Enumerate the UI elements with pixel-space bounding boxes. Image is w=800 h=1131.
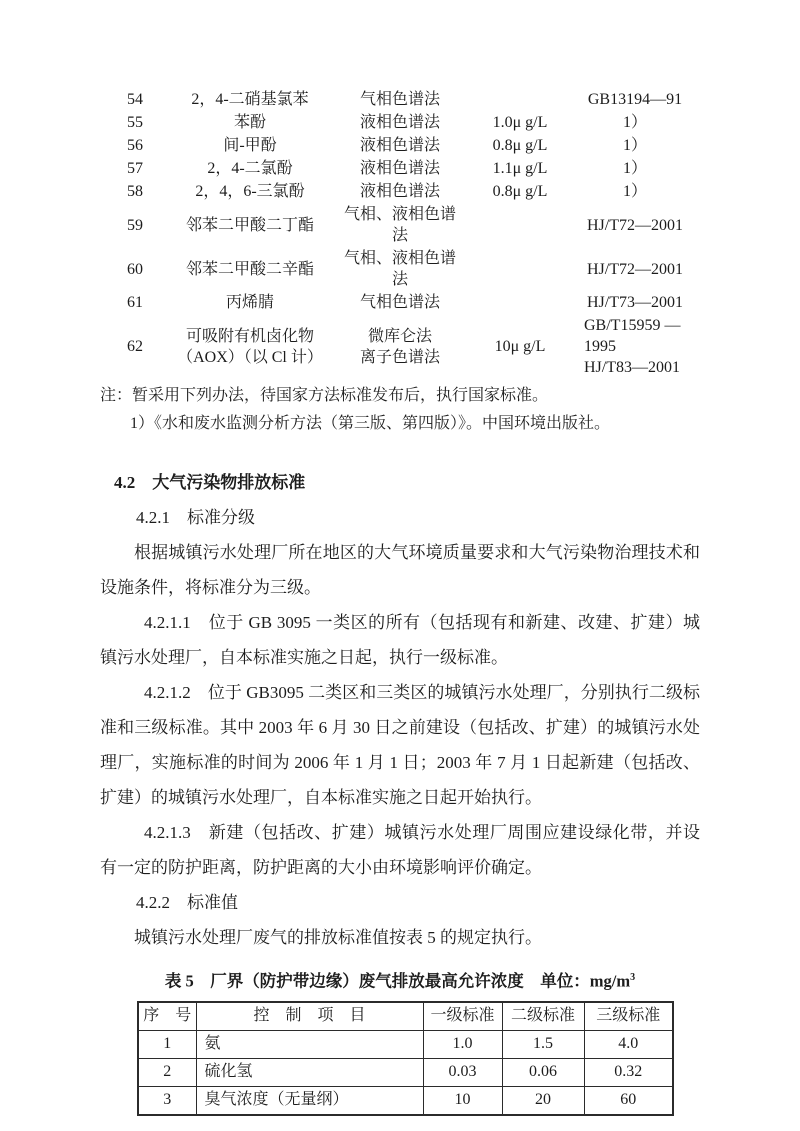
table-row: [100, 203, 700, 247]
cell-control-item: 氨: [196, 1030, 423, 1058]
cell-control-item: 硫化氢: [196, 1058, 423, 1086]
cell-index: 3: [138, 1086, 196, 1115]
cell-method: 气相色谱法: [359, 91, 440, 108]
cell-standard-reference: 1）: [622, 114, 647, 131]
table-row: [138, 1030, 673, 1058]
cell-number: 60: [127, 260, 143, 278]
emission-limits-header-row: [138, 1002, 673, 1031]
cell-standard-reference: GB13194—91: [587, 91, 683, 108]
cell-standard-reference: 1）: [622, 183, 647, 200]
cell-index: 2: [138, 1058, 196, 1086]
table5-caption-main: 表 5 厂界（防护带边缘）废气排放最高允许浓度: [164, 971, 541, 991]
note-line-2: 1）《水和废水监测分析方法（第三版、第四版）》。中国环境出版社。: [130, 415, 611, 432]
cell-substance-name: 间-甲酚: [223, 137, 277, 154]
cell-substance-name: 可吸附有机卤化物 （AOX）（以 Cl 计）: [177, 327, 323, 366]
emission-limits-table-body: [138, 1030, 673, 1115]
cell-standard-reference: 1）: [622, 137, 647, 154]
cell-control-item: 臭气浓度（无量纲）: [196, 1086, 423, 1115]
cell-standard-reference: HJ/T72—2001: [587, 260, 683, 278]
cell-value: [470, 88, 570, 111]
cell-number: 56: [127, 137, 143, 154]
cell-substance-name: 丙烯腈: [225, 294, 274, 311]
section-4-2-1-1-paragraph: 4.2.1.1 位于 GB 3095 一类区的所有（包括现有和新建、改建、扩建）城镇污水处理厂，自本标准实施之日起，执行一级标准。: [100, 613, 700, 667]
cell-standard-reference: GB/T15959 — 1995 HJ/T83—2001: [584, 317, 681, 376]
cell-method: 气相、液相色谱 法: [343, 250, 456, 288]
section-4-2-2-paragraph: 城镇污水处理厂废气的排放标准值按表 5 的规定执行。: [134, 928, 542, 947]
section-4-2-heading: 4.2 大气污染物排放标准: [114, 473, 306, 492]
cell-level2-limit: 20: [502, 1086, 584, 1115]
table5-caption-unit-superscript: 3: [630, 972, 636, 983]
analysis-methods-table: [100, 88, 700, 379]
cell-level3-limit: 60: [584, 1086, 673, 1115]
cell-method: 液相色谱法: [359, 114, 440, 131]
cell-level2-limit: 1.5: [502, 1030, 584, 1058]
section-4-2-1-3-paragraph: 4.2.1.3 新建（包括改、扩建）城镇污水处理厂周围应建设绿化带，并设有一定的防护距离，防护距离的大小由环境影响评价确定。: [100, 823, 700, 877]
cell-value: 0.8μ g/L: [492, 137, 548, 154]
cell-level3-limit: 4.0: [584, 1030, 673, 1058]
section-4-2-1-paragraph: 根据城镇污水处理厂所在地区的大气环境质量要求和大气污染物治理技术和设施条件，将标准分为三级。: [100, 543, 700, 597]
column-header: 控 制 项 目: [196, 1002, 423, 1031]
cell-standard-reference: 1）: [622, 160, 647, 177]
column-header: 三级标准: [584, 1002, 673, 1031]
cell-number: 57: [127, 160, 143, 177]
cell-standard-reference: HJ/T72—2001: [587, 216, 683, 234]
table-row: [100, 291, 700, 314]
cell-standard-reference: HJ/T73—2001: [587, 294, 683, 311]
table5-caption-unit: 单位：mg/m: [540, 971, 631, 991]
table-row: [138, 1058, 673, 1086]
section-4-2-1-heading: 4.2.1 标准分级: [136, 508, 255, 527]
cell-number: 54: [127, 91, 143, 108]
cell-substance-name: 邻苯二甲酸二辛酯: [185, 260, 314, 278]
table-row: [100, 157, 700, 180]
cell-number: 59: [127, 216, 143, 234]
cell-value: 1.1μ g/L: [492, 160, 548, 177]
note-line-1: 注：暂采用下列办法，待国家方法标准发布后，执行国家标准。: [100, 387, 549, 404]
cell-method: 液相色谱法: [359, 137, 440, 154]
cell-substance-name: 2，4-二氯酚: [207, 160, 293, 177]
analysis-methods-table-body: [100, 88, 700, 379]
cell-substance-name: 苯酚: [233, 114, 266, 131]
table-row: [100, 111, 700, 134]
cell-value: [470, 291, 570, 314]
emission-limits-table: [137, 1001, 674, 1116]
cell-substance-name: 2，4-二硝基氯苯: [191, 91, 309, 108]
cell-substance-name: 2，4，6-三氯酚: [195, 183, 305, 200]
column-header: 一级标准: [423, 1002, 502, 1031]
cell-value: [470, 247, 570, 291]
cell-method: 液相色谱法: [359, 183, 440, 200]
cell-value: [470, 203, 570, 247]
table-row: [100, 247, 700, 291]
column-header: 序 号: [138, 1002, 196, 1031]
cell-level1-limit: 1.0: [423, 1030, 502, 1058]
cell-method: 液相色谱法: [359, 160, 440, 177]
table-row: [138, 1086, 673, 1115]
cell-number: 55: [127, 114, 143, 131]
cell-number: 58: [127, 183, 143, 200]
cell-value: 1.0μ g/L: [492, 114, 548, 131]
table-row: [100, 88, 700, 111]
table-row: [100, 134, 700, 157]
cell-level1-limit: 0.03: [423, 1058, 502, 1086]
cell-method: 气相色谱法: [359, 294, 440, 311]
table-row: [100, 314, 700, 379]
cell-level3-limit: 0.32: [584, 1058, 673, 1086]
cell-number: 61: [127, 294, 143, 311]
cell-number: 62: [127, 338, 143, 355]
cell-value: 10μ g/L: [494, 338, 546, 355]
cell-value: 0.8μ g/L: [492, 183, 548, 200]
table5-caption: [100, 967, 700, 993]
section-4-2-1-2-paragraph: 4.2.1.2 位于 GB3095 二类区和三类区的城镇污水处理厂，分别执行二级标准和三级标准。其中 2003 年 6 月 30 日之前建设（包括改、扩建）的城镇污水处理厂，实施标准的时间为 2006 年 1 月 1 日；2003 年 7 月 1 日起新建（包括改、扩建）的城镇污水处理厂，自本标准实施之日起开始执行。: [100, 683, 700, 807]
column-header: 二级标准: [502, 1002, 584, 1031]
cell-index: 1: [138, 1030, 196, 1058]
cell-level2-limit: 0.06: [502, 1058, 584, 1086]
cell-substance-name: 邻苯二甲酸二丁酯: [185, 216, 314, 234]
cell-method: 微库仑法 离子色谱法: [359, 327, 440, 366]
cell-method: 气相、液相色谱 法: [343, 206, 456, 244]
section-4-2-2-heading: 4.2.2 标准值: [136, 893, 238, 912]
table-row: [100, 180, 700, 203]
cell-level1-limit: 10: [423, 1086, 502, 1115]
